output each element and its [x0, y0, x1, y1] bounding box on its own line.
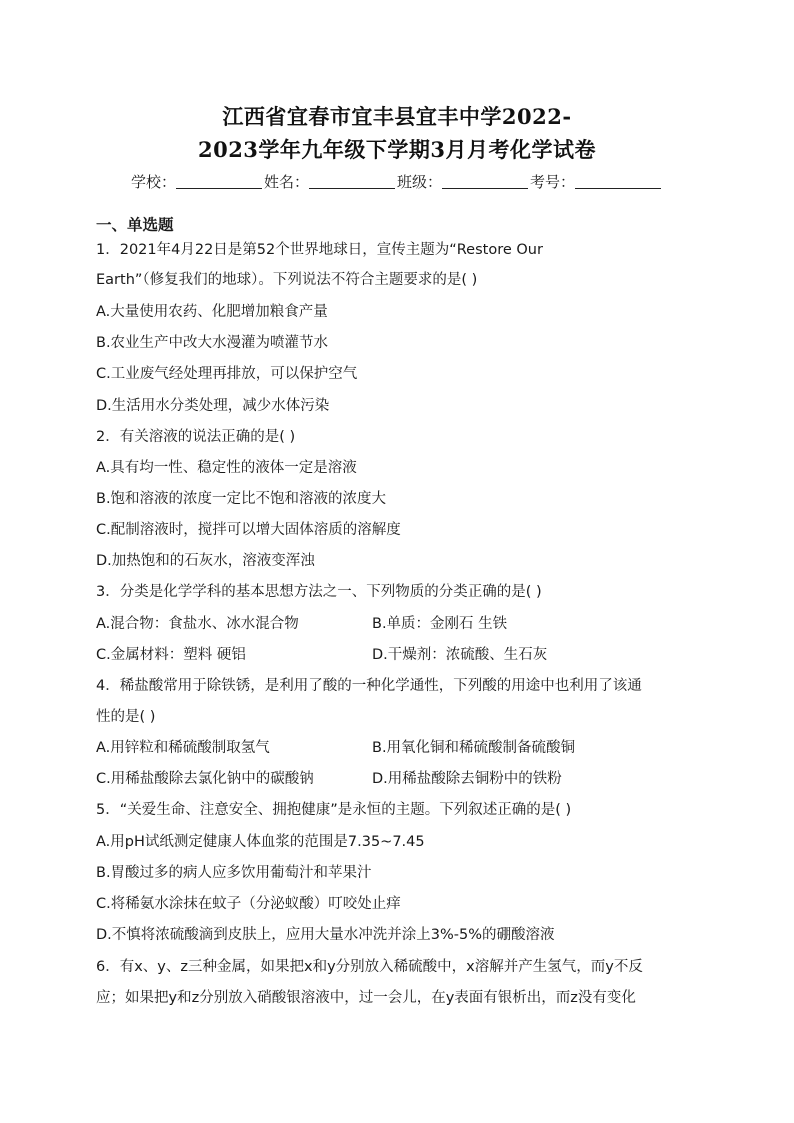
q1-option-d: D.生活用水分类处理，减少水体污染	[96, 398, 330, 414]
q1-option-b: B.农业生产中改大水漫灌为喷灌节水	[96, 335, 329, 351]
class-blank[interactable]	[442, 174, 528, 189]
name-label: 姓名：	[263, 173, 309, 191]
q3-option-d: D.干燥剂：浓硫酸、生石灰	[372, 647, 548, 663]
exam-no-label: 考号：	[530, 173, 576, 191]
q3-stem: 3．分类是化学学科的基本思想方法之一、下列物质的分类正确的是( )	[96, 584, 542, 600]
exam-title-line1: 江西省宜春市宜丰县宜丰中学2022-	[222, 104, 572, 129]
q4-option-b: B.用氧化铜和稀硫酸制备硫酸铜	[372, 740, 576, 756]
q1-option-c: C.工业废气经处理再排放，可以保护空气	[96, 366, 358, 382]
q5-stem: 5．“关爱生命、注意安全、拥抱健康”是永恒的主题。下列叙述正确的是( )	[96, 802, 572, 818]
q5-option-c: C.将稀氨水涂抹在蚊子（分泌蚁酸）叮咬处止痒	[96, 896, 401, 912]
q4-option-d: D.用稀盐酸除去铜粉中的铁粉	[372, 771, 562, 787]
school-blank[interactable]	[176, 174, 262, 189]
q1-option-a: A.大量使用农药、化肥增加粮食产量	[96, 304, 328, 320]
q1-stem-line2: Earth”（修复我们的地球）。下列说法不符合主题要求的是( )	[96, 272, 478, 288]
q4-stem-line1: 4．稀盐酸常用于除铁锈，是利用了酸的一种化学通性，下列酸的用途中也利用了该通	[96, 678, 642, 694]
name-blank[interactable]	[309, 174, 395, 189]
q5-option-a: A.用pH试纸测定健康人体血浆的范围是7.35~7.45	[96, 834, 425, 850]
q4-option-c: C.用稀盐酸除去氯化钠中的碳酸钠	[96, 771, 314, 787]
exam-no-blank[interactable]	[575, 174, 661, 189]
q3-option-c: C.金属材料：塑料 硬铝	[96, 647, 246, 663]
q4-stem-line2: 性的是( )	[96, 709, 156, 725]
q5-option-d: D.不慎将浓硫酸滴到皮肤上，应用大量水冲洗并涂上3%-5%的硼酸溶液	[96, 927, 555, 943]
q2-option-a: A.具有均一性、稳定性的液体一定是溶液	[96, 460, 357, 476]
q2-stem: 2．有关溶液的说法正确的是( )	[96, 429, 296, 445]
q2-option-c: C.配制溶液时，搅拌可以增大固体溶质的溶解度	[96, 522, 401, 538]
q5-option-b: B.胃酸过多的病人应多饮用葡萄汁和苹果汁	[96, 865, 372, 881]
q4-option-a: A.用锌粒和稀硫酸制取氢气	[96, 740, 270, 756]
q3-option-a: A.混合物：食盐水、冰水混合物	[96, 616, 299, 632]
class-label: 班级：	[397, 173, 443, 191]
q2-option-b: B.饱和溶液的浓度一定比不饱和溶液的浓度大	[96, 491, 387, 507]
school-label: 学校：	[130, 173, 176, 191]
q2-option-d: D.加热饱和的石灰水，溶液变浑浊	[96, 553, 315, 569]
q6-stem-line1: 6．有x、y、z三种金属，如果把x和y分别放入稀硫酸中，x溶解并产生氢气，而y不反	[96, 959, 643, 975]
q1-stem-line1: 1．2021年4月22日是第52个世界地球日，宣传主题为“Restore Our	[96, 242, 543, 258]
student-info-row	[0, 171, 794, 192]
exam-title-line2: 2023学年九年级下学期3月月考化学试卷	[197, 137, 597, 162]
section-heading: 一、单选题	[96, 216, 174, 234]
q3-option-b: B.单质：金刚石 生铁	[372, 616, 508, 632]
q6-stem-line2: 应；如果把y和z分别放入硝酸银溶液中，过一会儿，在y表面有银析出，而z没有变化	[96, 990, 636, 1006]
